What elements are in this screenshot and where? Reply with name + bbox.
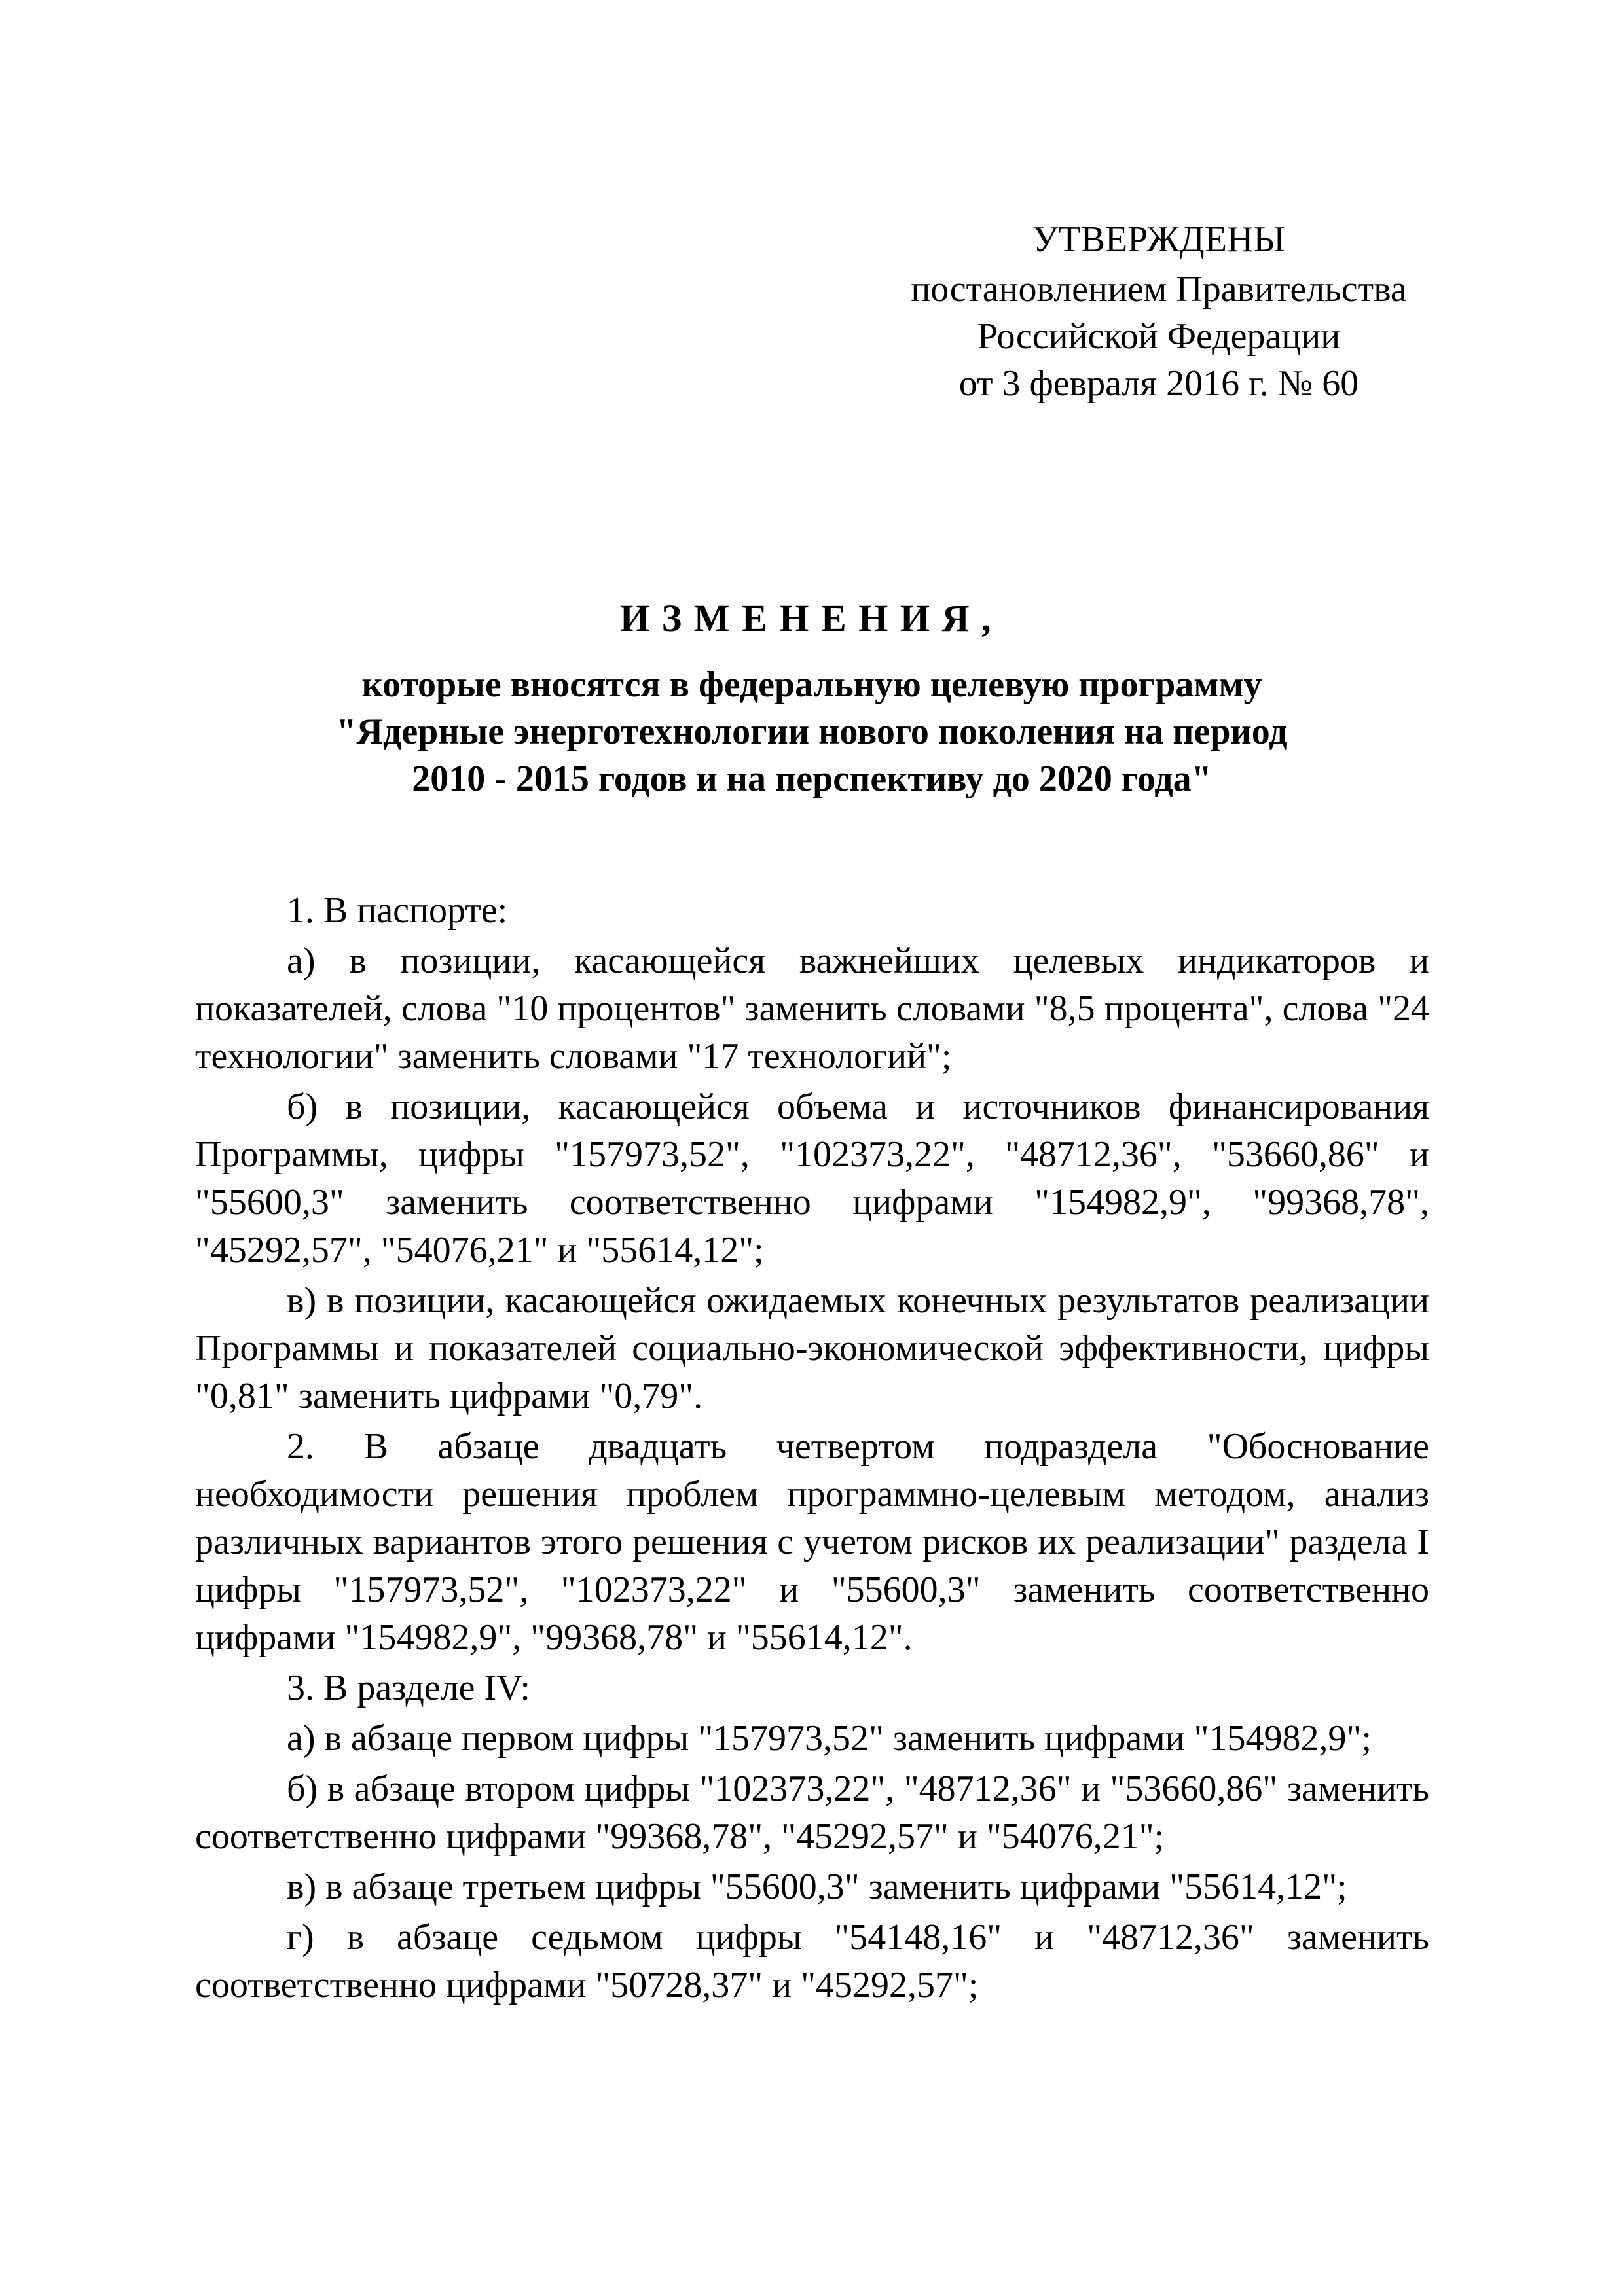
paragraph-3: 3. В разделе IV: (287, 1668, 530, 1708)
approval-title: УТВЕРЖДЕНЫ (1032, 219, 1286, 260)
paragraph-2: 2. В абзаце двадцать четвертом подраздела "Обоснование необходимости решения проблем программно-целевым методом, анализ различных вариантов этого решения с учетом рисков их реализации" раздела I цифры "157973,52", "102373,22" и "55600,3" заменить соответственно цифрами "154982,9", "99368,78" и "55614,12". (195, 1426, 1429, 1658)
paragraph-3b: б) в абзаце втором цифры "102373,22", "48712,36" и "53660,86" заменить соответственно цифрами "99368,78", "45292,57" и "54076,21"; (195, 1768, 1429, 1857)
approval-block (838, 216, 1480, 407)
document-body (195, 887, 1429, 2012)
paragraph-1: 1. В паспорте: (287, 890, 508, 931)
subtitle-line-2: "Ядерные энерготехнологии нового поколения на период (336, 711, 1288, 752)
paragraph-3c: в) в абзаце третьем цифры "55600,3" заменить цифрами "55614,12"; (287, 1867, 1347, 1907)
paragraph-3d: г) в абзаце седьмом цифры "54148,16" и "48712,36" заменить соответственно цифрами "50728,37" и "45292,57"; (195, 1917, 1429, 2005)
subtitle-line-1: которые вносятся в федеральную целевую программу (361, 664, 1262, 705)
approval-line-3: от 3 февраля 2016 г. № 60 (958, 363, 1359, 404)
paragraph-1c: в) в позиции, касающейся ожидаемых конечных результатов реализации Программы и показателей социально-экономической эффективности, цифры "0,81" заменить цифрами "0,79". (195, 1280, 1429, 1416)
document-subtitle (190, 661, 1434, 802)
paragraph-1b: б) в позиции, касающейся объема и источников финансирования Программы, цифры "157973,52", "102373,22", "48712,36", "53660,86" и "55600,3" заменить соответственно цифрами "154982,9", "99368,78", "45292,57", "54076,21" и "55614,12"; (195, 1086, 1429, 1270)
approval-line-1: постановлением Правительства (911, 269, 1407, 310)
paragraph-3a: а) в абзаце первом цифры "157973,52" заменить цифрами "154982,9"; (287, 1718, 1372, 1759)
subtitle-line-3: 2010 - 2015 годов и на перспективу до 2020 года" (412, 759, 1212, 799)
approval-line-2: Российской Федерации (977, 316, 1341, 357)
document-title: ИЗМЕНЕНИЯ, (619, 597, 1004, 639)
paragraph-1a: а) в позиции, касающейся важнейших целевых индикаторов и показателей, слова "10 процентов" заменить словами "8,5 процента", слова "24 технологии" заменить словами "17 технологий"; (195, 941, 1429, 1077)
